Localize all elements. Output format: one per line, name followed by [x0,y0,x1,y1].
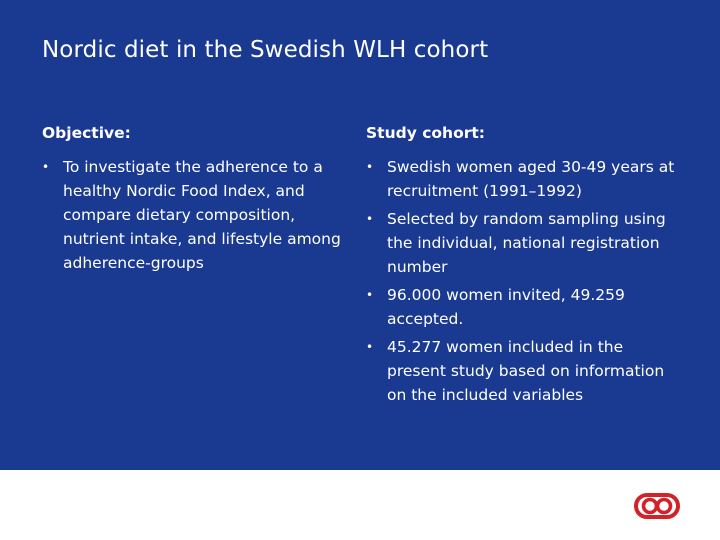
list-item [366,207,682,279]
objective-column [42,121,354,279]
objective-item-text: To investigate the adherence to a healthy Nordic Food Index, and compare dietary composition, nutrient intake, and lifestyle among adherence-groups [63,158,341,272]
cohort-item-text: 45.277 women included in the present study based on information on the included variables [387,338,665,404]
list-item [42,155,354,275]
bullet-icon: • [366,288,374,302]
list-item [366,155,682,203]
cohort-item-text: Swedish women aged 30-49 years at recruitment (1991–1992) [387,158,675,200]
slide-title: Nordic diet in the Swedish WLH cohort [42,37,489,63]
interlocked-rings-logo-icon [634,492,680,520]
study-cohort-heading: Study cohort: [366,124,485,142]
objective-heading: Objective: [42,124,131,142]
objective-list [42,155,354,275]
bullet-icon: • [366,340,374,354]
cohort-item-text: 96.000 women invited, 49.259 accepted. [387,286,625,328]
cohort-item-text: Selected by random sampling using the individual, national registration number [387,210,666,276]
bullet-icon: • [366,160,374,174]
study-cohort-column [366,121,682,411]
bullet-icon: • [366,212,374,226]
list-item [366,283,682,331]
study-cohort-list [366,155,682,407]
bullet-icon: • [42,160,50,174]
list-item [366,335,682,407]
